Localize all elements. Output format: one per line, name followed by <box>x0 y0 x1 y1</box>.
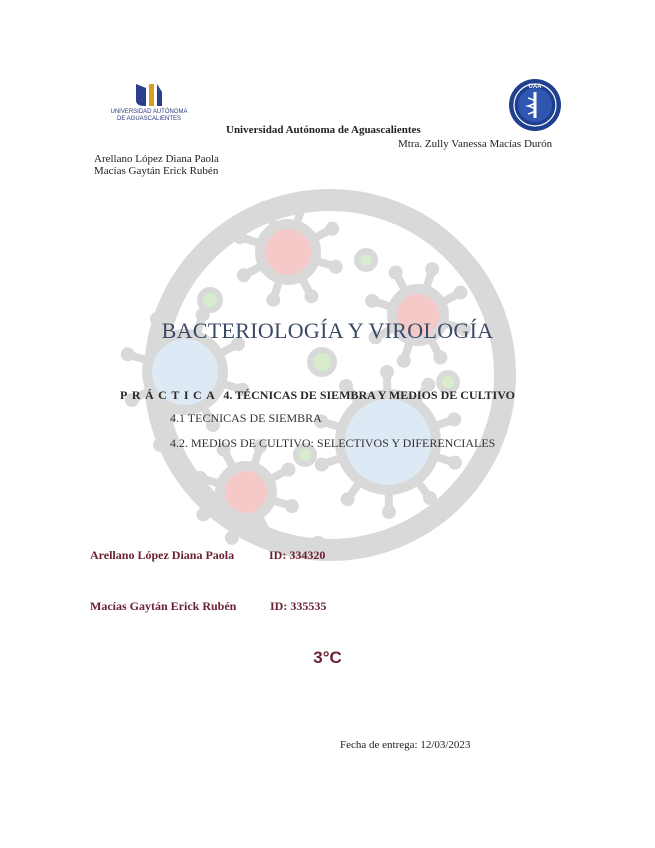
virus-spike-tip <box>315 458 329 472</box>
logo-text-line2: DE AGUASCALIENTES <box>116 116 182 122</box>
header-author-2: Macías Gaytán Erick Rubén <box>94 165 219 177</box>
virus-spike-tip <box>365 294 379 308</box>
virus-spike-tip <box>261 527 275 541</box>
virus-spike-tip <box>285 499 299 513</box>
virus-spike-tip <box>281 463 295 477</box>
virus-spike-tip <box>258 201 272 215</box>
logo-text-line1: UNIVERSIDAD AUTÓNOMA <box>110 109 188 115</box>
practice-heading <box>120 388 515 403</box>
virus-spike-tip <box>121 347 135 361</box>
virus-spike-tip <box>225 531 239 545</box>
practice-title: 4. TÉCNICAS DE SIEMBRA Y MEDIOS DE CULTIVO <box>223 388 515 402</box>
virus-spike-tip <box>447 412 461 426</box>
seal-text: UAA <box>528 84 542 90</box>
university-logo <box>108 82 190 128</box>
virus-spike-tip <box>329 260 343 274</box>
virus-spike-tip <box>423 491 437 505</box>
virus-spike-tip <box>397 354 411 368</box>
group-label: 3°C <box>313 648 342 667</box>
practice-item-2: 4.2. MEDIOS DE CULTIVO: SELECTIVOS Y DIFERENCIALES <box>170 436 496 450</box>
virus-spike-tip <box>266 293 280 307</box>
virus-spike-tip <box>233 230 247 244</box>
student-2-name: Macías Gaytán Erick Rubén <box>90 599 237 613</box>
virus-spike-tip <box>296 197 310 211</box>
header-author-1: Arellano López Diana Paola <box>94 153 219 165</box>
virus-spike-tip <box>433 350 447 364</box>
practice-label: PRÁCTICA <box>120 388 220 402</box>
document-title: BACTERIOLOGÍA Y VIROLOGÍA <box>161 318 494 343</box>
university-name: Universidad Autónoma de Aguascalientes <box>226 124 421 136</box>
teacher-name: Mtra. Zully Vanessa Macías Durón <box>398 138 553 150</box>
student-1-name: Arellano López Diana Paola <box>90 548 235 562</box>
uaa-emblem-icon <box>132 82 166 108</box>
virus-spike-tip <box>453 286 467 300</box>
practice-item-1: 4.1 TECNICAS DE SIEMBRA <box>170 411 322 425</box>
student-2-id: ID: 335535 <box>270 599 327 613</box>
faculty-seal-icon <box>508 78 562 132</box>
virus-spike-tip <box>382 505 396 519</box>
virus-spike-tip <box>197 507 211 521</box>
virus-spike-tip <box>193 471 207 485</box>
virus-spike-tip <box>380 365 394 379</box>
virus-spike-tip <box>304 289 318 303</box>
student-1-id: ID: 334320 <box>269 548 326 562</box>
virus-spike-tip <box>425 262 439 276</box>
delivery-date: Fecha de entrega: 12/03/2023 <box>340 739 471 751</box>
virus-spike-tip <box>341 492 355 506</box>
virus-spike-tip <box>448 456 462 470</box>
virus-spike-tip <box>237 268 251 282</box>
virus-spike-tip <box>325 222 339 236</box>
virus-spike-tip <box>389 266 403 280</box>
